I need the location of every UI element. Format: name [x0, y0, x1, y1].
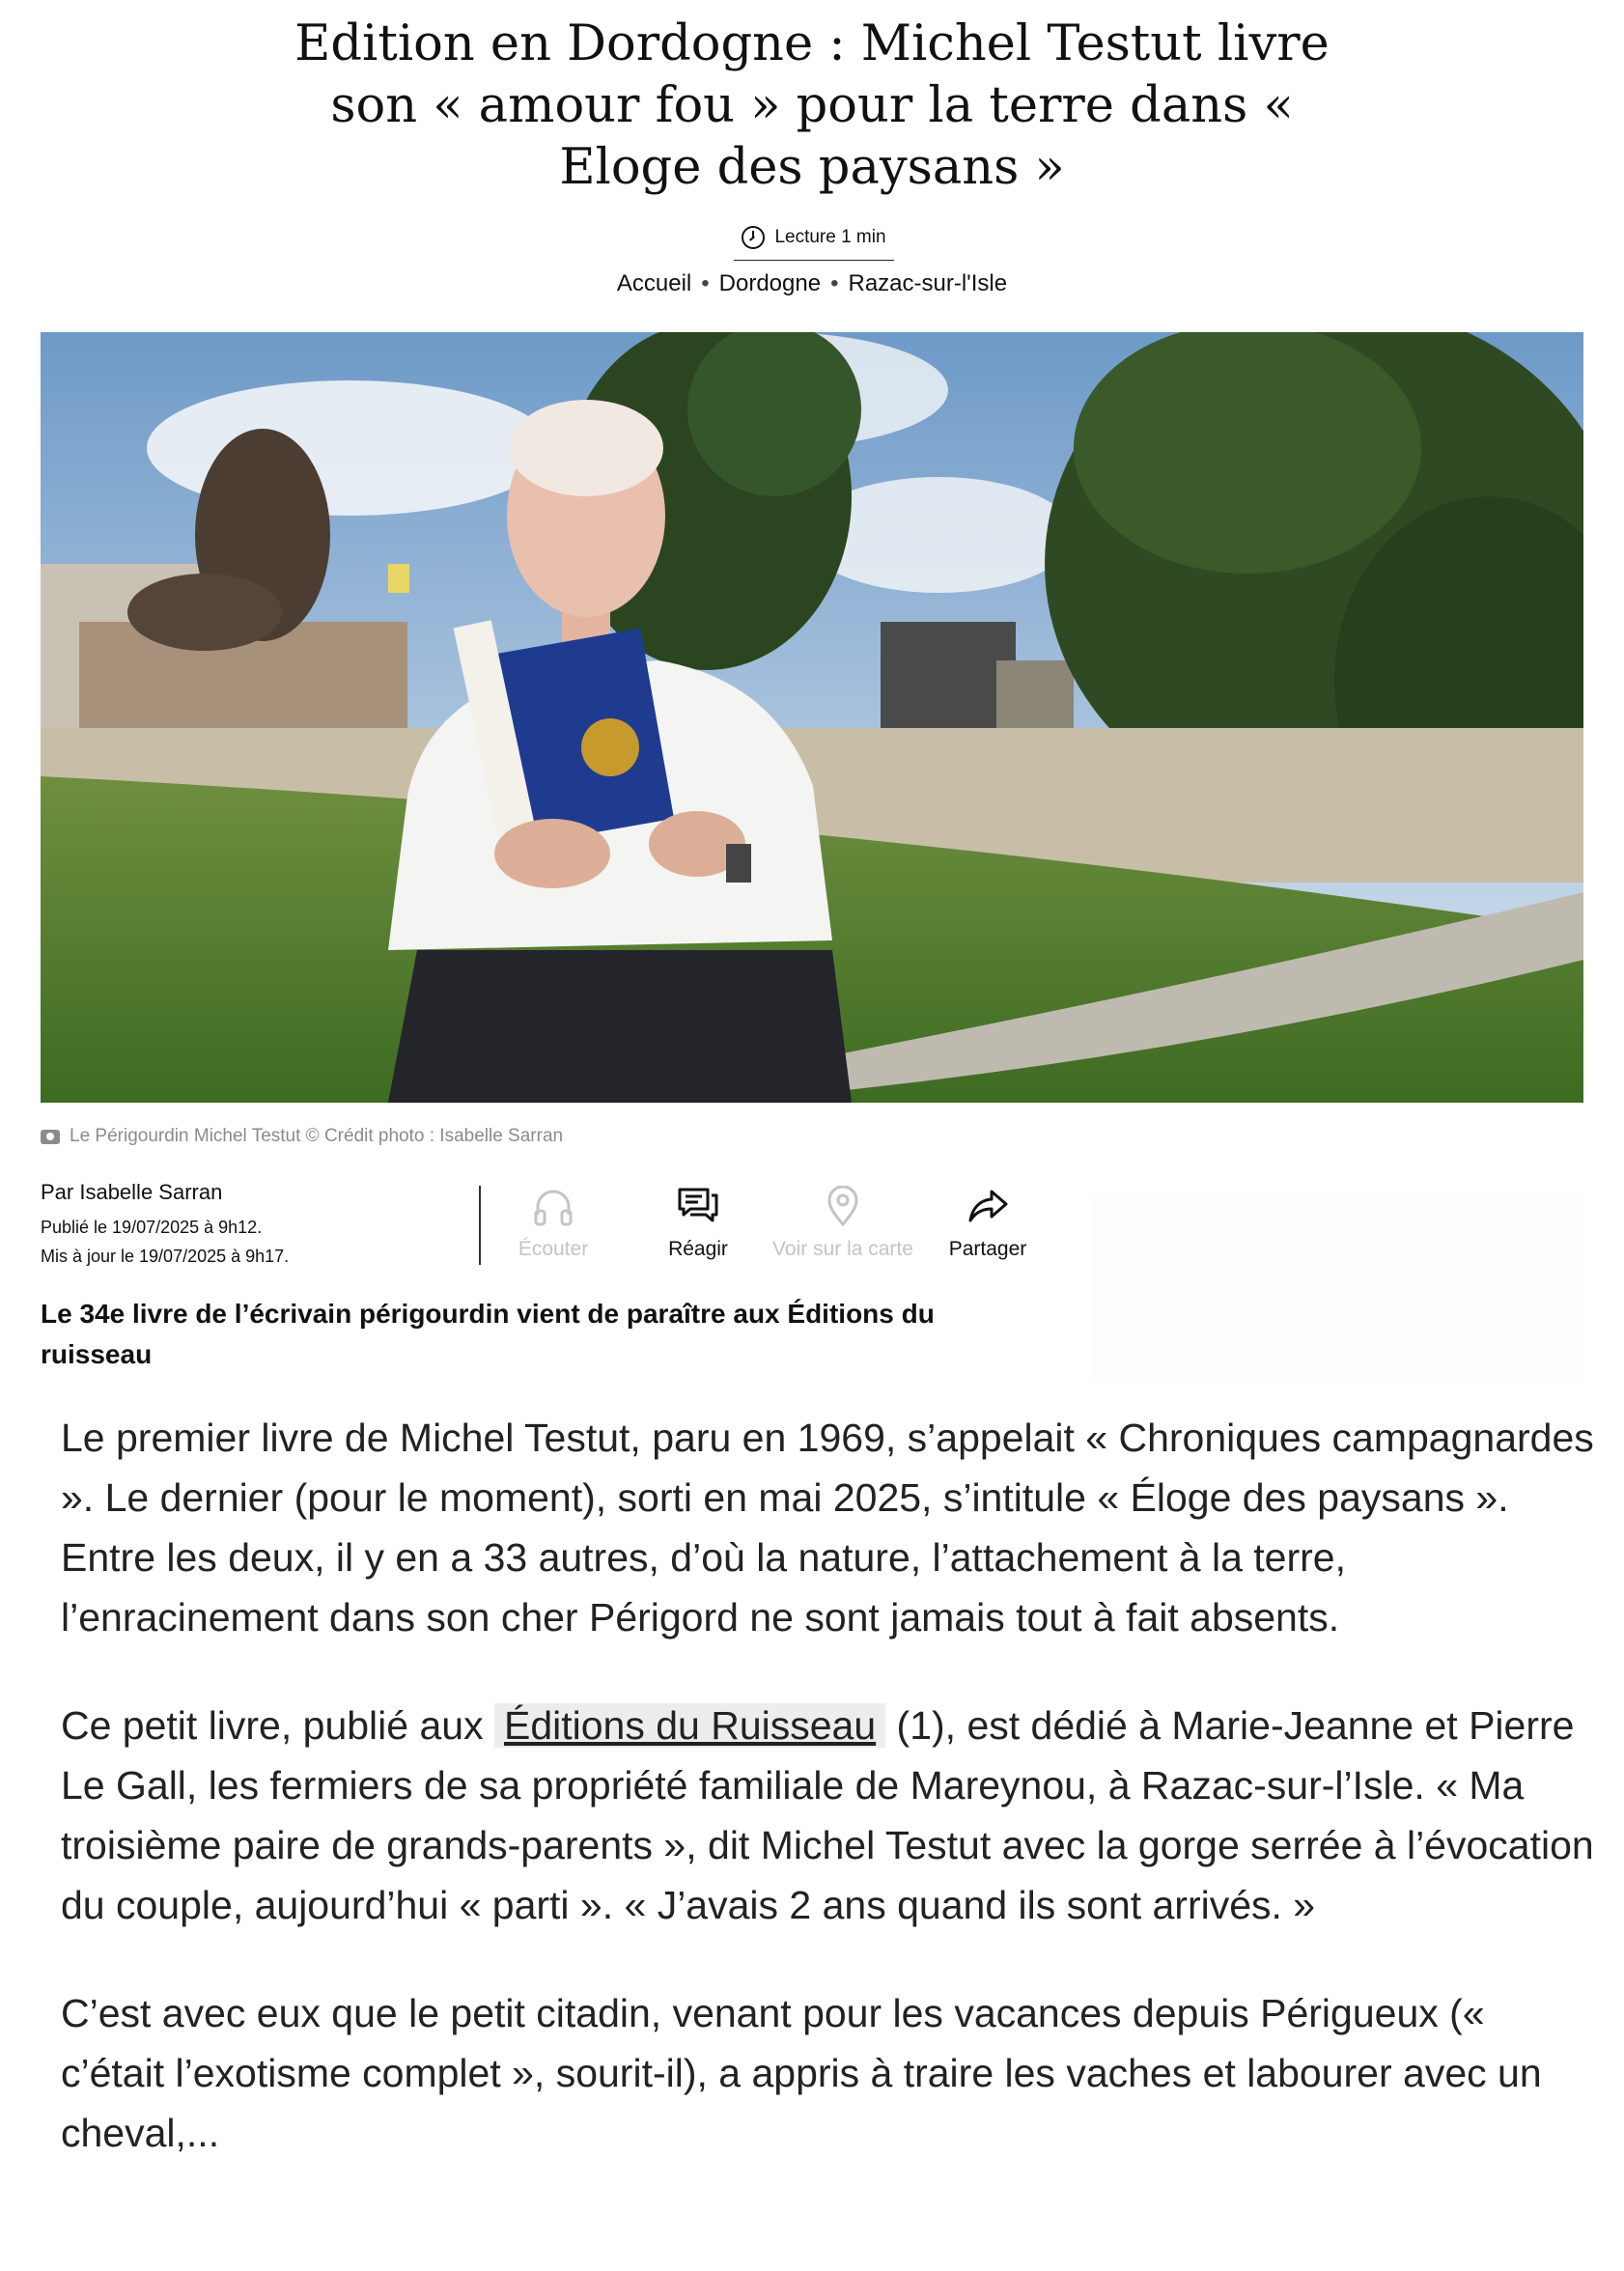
article-body	[61, 1408, 1596, 2211]
breadcrumb-dordogne[interactable]: Dordogne	[718, 270, 822, 296]
share-icon	[966, 1186, 1009, 1226]
clock-icon	[742, 226, 765, 249]
article-meta	[41, 1180, 289, 1271]
breadcrumb	[0, 270, 1624, 297]
publisher-link[interactable]: Éditions du Ruisseau	[494, 1703, 885, 1748]
map-button[interactable]	[770, 1186, 915, 1261]
paragraph: C’est avec eux que le petit citadin, venant pour les vacances depuis Périgueux (« c’était l’exotisme complet », sourit-il), a appris à traire les vaches et labourer avec un cheval,...	[61, 1991, 1542, 2155]
published-date: Publié le 19/07/2025 à 9h12.	[41, 1218, 263, 1237]
share-button[interactable]	[915, 1186, 1060, 1261]
paragraph	[61, 1696, 1596, 1935]
listen-button[interactable]	[481, 1186, 626, 1261]
map-label: Voir sur la carte	[772, 1238, 913, 1260]
paragraph: Le premier livre de Michel Testut, paru en 1969, s’appelait « Chroniques campagnardes ». Le dernier (pour le moment), sorti en mai 2025, s’intitule « Éloge des paysans ». Entre les deux, il y en a 33 autres, d’où la nature, l’attachement à la terre, l’enracinement dans son cher Périgord ne sont jamais tout à fait absents.	[61, 1416, 1594, 1640]
updated-date: Mis à jour le 19/07/2025 à 9h17.	[41, 1247, 290, 1266]
share-label: Partager	[948, 1238, 1027, 1260]
author-name[interactable]: Par Isabelle Sarran	[41, 1180, 223, 1204]
ad-placeholder	[1091, 1193, 1583, 1383]
photo-caption-text: Le Périgourdin Michel Testut © Crédit photo : Isabelle Sarran	[70, 1126, 564, 1146]
camera-icon	[41, 1130, 60, 1144]
react-label: Réagir	[668, 1238, 728, 1260]
breadcrumb-separator: •	[701, 270, 710, 296]
breadcrumb-razac[interactable]: Razac-sur-l'Isle	[848, 270, 1008, 296]
reading-time	[734, 214, 894, 261]
paragraph-text: Ce petit livre, publié aux	[61, 1703, 494, 1748]
article-title: Edition en Dordogne : Michel Testut livre son « amour fou » pour la terre dans « Eloge des paysans »	[294, 15, 1330, 196]
listen-label: Écouter	[518, 1238, 589, 1260]
article-photo[interactable]	[41, 332, 1583, 1103]
map-pin-icon	[822, 1186, 864, 1226]
photo-caption	[41, 1126, 563, 1147]
paragraph-text: (1), est dédié à Marie-Jeanne et Pierre Le Gall, les fermiers de sa propriété familiale de Mareynou, à Razac-sur-l’Isle. « Ma troisième paire de grands-parents », dit Michel Testut avec la gorge serrée à l’évocation du couple, aujourd’hui « parti ». « J’avais 2 ans quand ils sont arrivés. »	[61, 1703, 1594, 1927]
article-actions	[481, 1186, 1060, 1261]
reading-time-label: Lecture 1 min	[774, 226, 886, 247]
headphones-icon	[532, 1186, 574, 1226]
article-lead: Le 34e livre de l’écrivain périgourdin vient de paraître aux Éditions du ruisseau	[41, 1299, 935, 1369]
breadcrumb-separator: •	[830, 270, 839, 296]
comments-icon	[677, 1186, 719, 1226]
breadcrumb-home[interactable]: Accueil	[616, 270, 692, 296]
react-button[interactable]	[626, 1186, 770, 1261]
